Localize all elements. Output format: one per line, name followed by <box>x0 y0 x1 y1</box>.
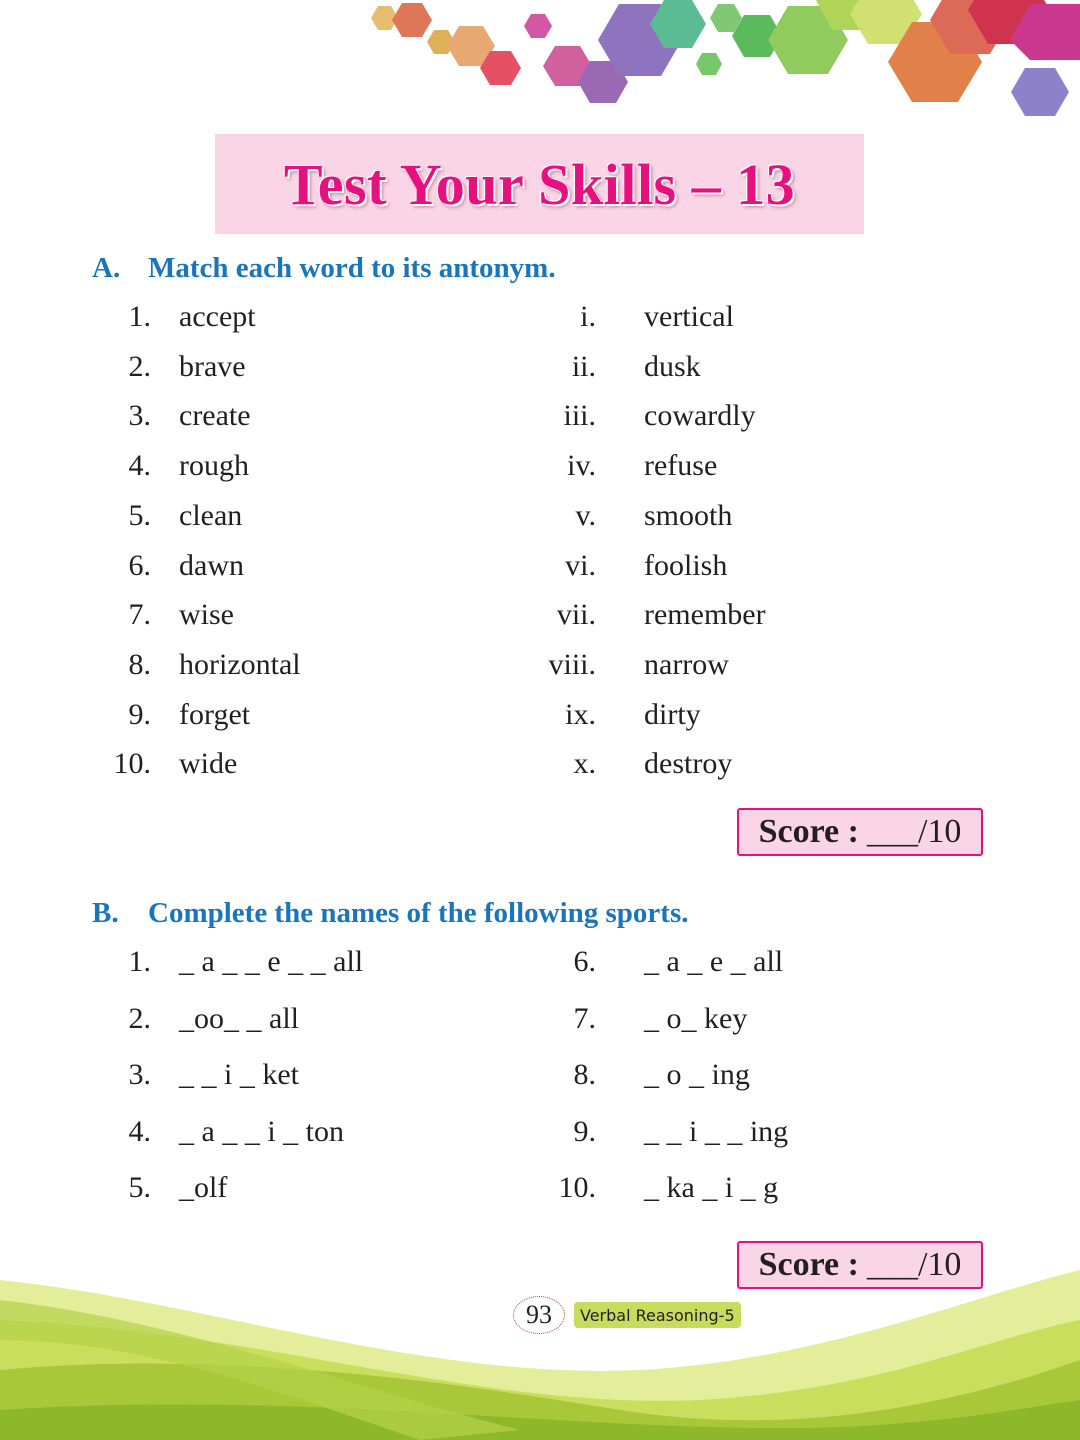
antonym-right-number: viii. <box>548 647 596 681</box>
antonym-right-number: x. <box>573 747 596 781</box>
antonym-left-number: 7. <box>128 598 151 632</box>
antonym-row <box>0 549 1080 589</box>
antonym-row <box>0 300 1080 340</box>
sport-left-number: 3. <box>128 1058 151 1091</box>
antonym-row <box>0 747 1080 787</box>
antonym-right-number: ii. <box>571 349 596 383</box>
wave-decoration-bottom <box>0 1260 1080 1440</box>
antonym-right-word: destroy <box>644 747 733 781</box>
score-label: Score : <box>758 1246 859 1283</box>
section-b-heading <box>92 897 688 930</box>
sport-left-word: _olf <box>179 1171 228 1204</box>
sport-right-word: _ ka _ i _ g <box>644 1171 779 1204</box>
antonym-right-word: cowardly <box>644 399 756 433</box>
antonym-left-number: 2. <box>128 349 151 383</box>
sport-right-number: 8. <box>573 1058 596 1091</box>
antonym-row <box>0 350 1080 390</box>
section-a-letter: A. <box>92 252 121 284</box>
sport-left-word: _ a _ _ e _ _ all <box>179 945 364 978</box>
antonym-right-number: iii. <box>563 399 596 433</box>
sport-left-number: 5. <box>128 1171 151 1204</box>
antonym-right-word: dusk <box>644 349 701 383</box>
antonym-right-number: vii. <box>556 598 596 632</box>
antonym-left-number: 9. <box>128 697 151 731</box>
antonym-right-number: i. <box>580 300 596 333</box>
sport-right-number: 9. <box>573 1114 596 1148</box>
antonym-row <box>0 499 1080 539</box>
antonym-left-word: dawn <box>179 548 244 582</box>
antonym-right-word: narrow <box>644 647 729 681</box>
antonym-right-word: foolish <box>644 548 728 582</box>
sport-left-word: _ _ i _ ket <box>179 1058 299 1091</box>
section-b-title: Complete the names of the following sports. <box>148 897 689 929</box>
title-banner <box>215 134 864 234</box>
section-a-title: Match each word to its antonym. <box>148 252 556 284</box>
sport-row <box>0 1002 1080 1042</box>
antonym-left-word: forget <box>179 697 251 731</box>
section-a-heading <box>92 252 556 285</box>
sport-right-word: _ _ i _ _ ing <box>644 1114 789 1148</box>
score-value: ___/10 <box>866 1246 962 1283</box>
antonym-left-number: 5. <box>128 498 151 532</box>
sport-right-word: _ o _ ing <box>644 1058 750 1091</box>
sport-right-word: _ a _ e _ all <box>644 945 784 978</box>
sport-row <box>0 1058 1080 1098</box>
score-value: ___/10 <box>866 813 962 850</box>
sport-left-word: _ a _ _ i _ ton <box>179 1114 344 1148</box>
antonym-right-word: dirty <box>644 697 701 731</box>
antonym-left-word: clean <box>179 498 243 532</box>
sport-left-number: 1. <box>128 945 151 978</box>
antonym-row <box>0 598 1080 638</box>
page-number: 93 <box>513 1296 565 1334</box>
antonym-left-word: rough <box>179 449 249 483</box>
antonym-row <box>0 698 1080 738</box>
antonym-right-number: v. <box>575 498 596 532</box>
sport-row <box>0 945 1080 985</box>
antonym-row <box>0 449 1080 489</box>
score-label: Score : <box>758 813 859 850</box>
sport-left-word: _oo_ _ all <box>179 1001 299 1035</box>
antonym-right-word: smooth <box>644 498 733 532</box>
antonym-left-number: 6. <box>128 548 151 582</box>
antonym-right-number: iv. <box>567 449 596 483</box>
antonym-left-word: accept <box>179 300 256 333</box>
antonym-left-number: 1. <box>128 300 151 333</box>
sport-right-number: 7. <box>573 1001 596 1035</box>
antonym-row <box>0 648 1080 688</box>
section-b-letter: B. <box>92 897 119 929</box>
sport-row <box>0 1115 1080 1155</box>
antonym-left-number: 4. <box>128 449 151 483</box>
antonym-left-word: horizontal <box>179 647 301 681</box>
antonym-left-word: wide <box>179 747 238 781</box>
antonym-left-word: brave <box>179 349 246 383</box>
antonym-right-word: remember <box>644 598 766 632</box>
antonym-left-number: 8. <box>128 647 151 681</box>
sport-right-number: 6. <box>573 945 596 978</box>
antonym-right-number: vi. <box>565 548 596 582</box>
page-title: Test Your Skills – 13 <box>283 151 796 217</box>
book-title-tag: Verbal Reasoning-5 <box>574 1302 741 1328</box>
antonym-left-word: wise <box>179 598 234 632</box>
antonym-row <box>0 399 1080 439</box>
antonym-left-word: create <box>179 399 251 433</box>
antonym-right-number: ix. <box>565 697 596 731</box>
sport-right-word: _ o_ key <box>644 1001 748 1035</box>
sport-right-number: 10. <box>558 1171 596 1204</box>
sport-row <box>0 1171 1080 1211</box>
sport-left-number: 2. <box>128 1001 151 1035</box>
antonym-left-number: 10. <box>113 747 151 781</box>
sport-left-number: 4. <box>128 1114 151 1148</box>
antonym-right-word: vertical <box>644 300 734 333</box>
antonym-left-number: 3. <box>128 399 151 433</box>
hexagon-decoration-top <box>0 0 1080 130</box>
section-a-score-box <box>737 808 983 856</box>
antonym-right-word: refuse <box>644 449 718 483</box>
